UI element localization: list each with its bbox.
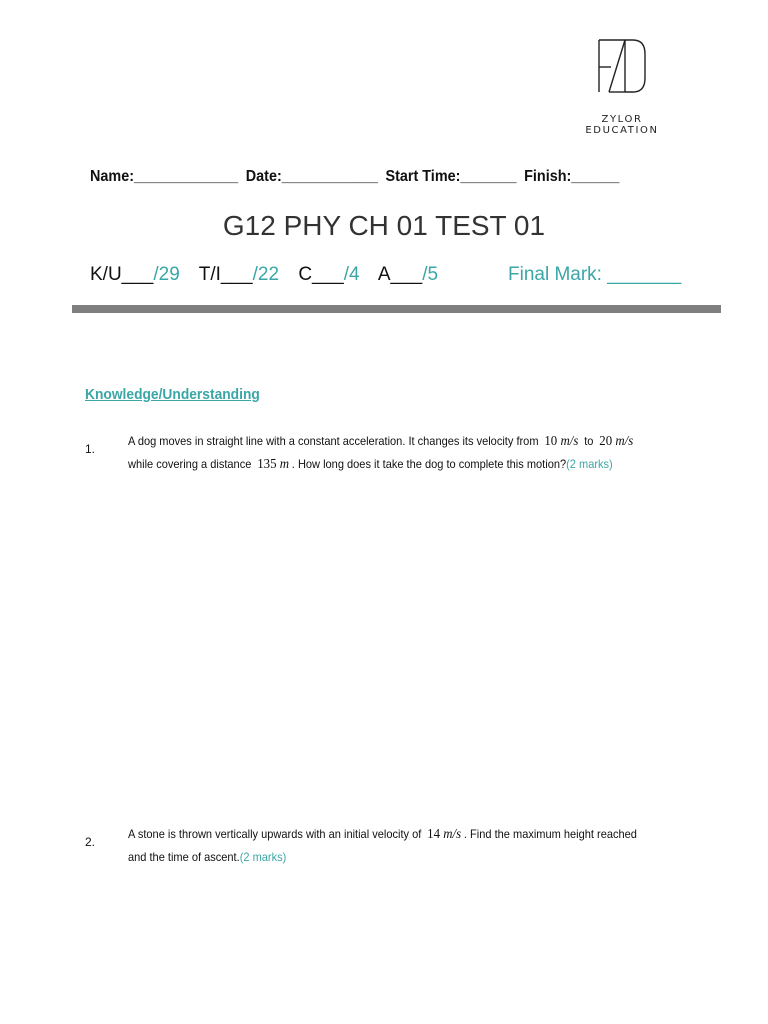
q2-math-a: 14 m/s — [427, 827, 462, 842]
a-marks — [378, 264, 438, 285]
q2-text-a: A stone is thrown vertically upwards with an initial velocity of — [128, 827, 422, 841]
q1-text-b: to — [584, 434, 594, 448]
q1-math-b: 20 m/s — [599, 434, 634, 449]
section-heading: Knowledge/Understanding — [85, 386, 260, 403]
ti-total: /22 — [252, 264, 280, 285]
ku-marks — [90, 264, 180, 285]
ti-label: T/I___ — [198, 264, 253, 285]
question-2-number: 2. — [85, 835, 96, 849]
a-total: /5 — [422, 264, 439, 285]
q1-math-a: 10 m/s — [544, 434, 579, 449]
test-title: G12 PHY CH 01 TEST 01 — [222, 210, 546, 241]
student-info-row — [90, 168, 623, 186]
section-divider — [72, 305, 721, 313]
q1-math-c: 135 m — [257, 457, 290, 472]
q1-text-a: A dog moves in straight line with a constant acceleration. It changes its velocity from — [128, 434, 539, 448]
q1-text-c: while covering a distance — [128, 457, 252, 471]
final-mark-field[interactable]: Final Mark: _______ — [508, 264, 682, 285]
question-1-number: 1. — [85, 442, 96, 456]
q2-text-b: . Find the maximum height reached and the time of ascent. — [128, 827, 637, 864]
zylor-logo-icon — [597, 38, 647, 94]
zylor-logo — [574, 38, 670, 136]
date-field[interactable]: Date:____________ — [245, 168, 378, 185]
q2-marks: (2 marks) — [239, 850, 287, 864]
finish-field[interactable]: Finish:______ — [524, 168, 620, 185]
q1-marks: (2 marks) — [566, 457, 613, 471]
name-field[interactable]: Name:_____________ — [90, 168, 239, 185]
question-2-text — [128, 823, 643, 868]
a-label: A___ — [377, 264, 423, 285]
c-total: /4 — [343, 264, 360, 285]
c-marks — [298, 264, 359, 285]
ku-label: K/U___ — [90, 264, 154, 285]
q1-text-d: . How long does it take the dog to complete this motion? — [291, 457, 567, 471]
ti-marks — [199, 264, 279, 285]
start-time-field[interactable]: Start Time:_______ — [385, 168, 517, 185]
ku-total: /29 — [153, 264, 180, 285]
c-label: C___ — [298, 264, 344, 285]
logo-text: ZYLOR EDUCATION — [585, 114, 659, 136]
question-1-text — [128, 430, 643, 476]
category-marks-row — [90, 264, 452, 286]
